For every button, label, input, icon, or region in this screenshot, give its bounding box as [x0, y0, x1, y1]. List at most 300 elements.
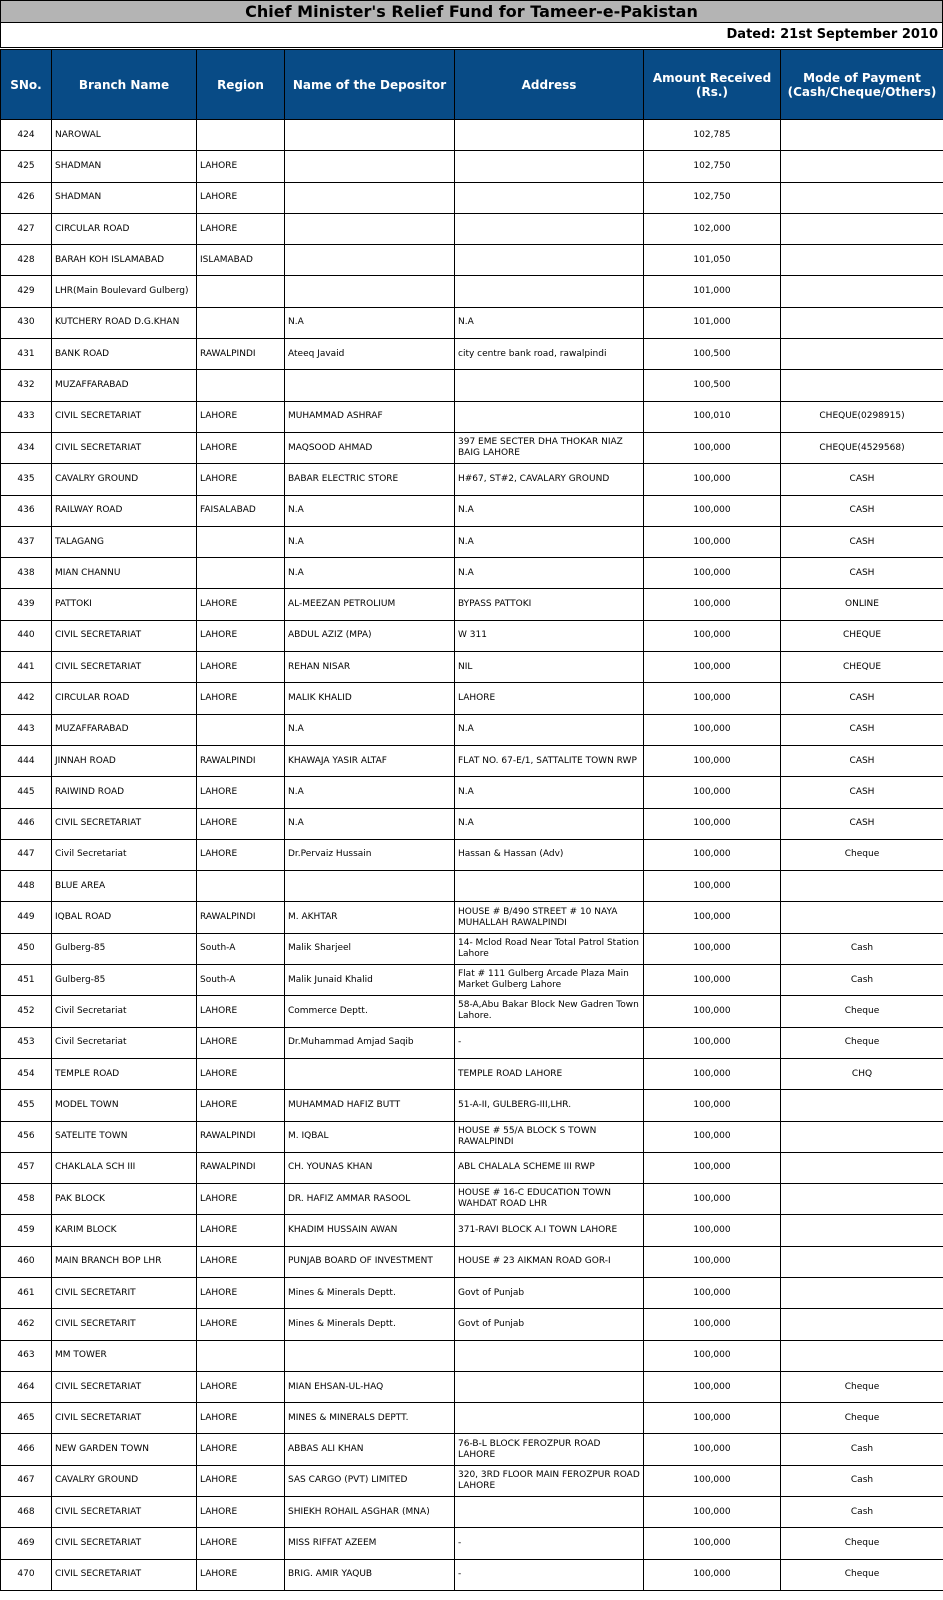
cell-address: -	[455, 1559, 644, 1590]
cell-sno: 448	[1, 871, 52, 902]
cell-sno: 427	[1, 213, 52, 244]
cell-branch-name: KUTCHERY ROAD D.G.KHAN	[52, 307, 197, 338]
cell-payment-mode	[781, 902, 943, 933]
cell-amount: 100,000	[644, 558, 781, 589]
cell-address: 58-A,Abu Bakar Block New Gadren Town Lahore.	[455, 996, 644, 1027]
table-row	[1, 213, 943, 244]
cell-branch-name: CIRCULAR ROAD	[52, 213, 197, 244]
cell-address: N.A	[455, 777, 644, 808]
cell-depositor: Mines & Minerals Deptt.	[285, 1309, 455, 1340]
cell-payment-mode: CASH	[781, 495, 943, 526]
cell-address: -	[455, 1027, 644, 1058]
table-row	[1, 1403, 943, 1434]
cell-region	[197, 276, 285, 307]
cell-payment-mode: Cheque	[781, 1528, 943, 1559]
cell-amount: 102,785	[644, 120, 781, 151]
cell-depositor: M. IQBAL	[285, 1121, 455, 1152]
cell-region: LAHORE	[197, 1371, 285, 1402]
table-row	[1, 714, 943, 745]
cell-depositor	[285, 120, 455, 151]
cell-address: Flat # 111 Gulberg Arcade Plaza Main Market Gulberg Lahore	[455, 965, 644, 996]
cell-amount: 100,000	[644, 1152, 781, 1183]
cell-payment-mode	[781, 120, 943, 151]
table-body	[1, 120, 943, 1591]
cell-address: N.A	[455, 558, 644, 589]
cell-sno: 440	[1, 620, 52, 651]
cell-branch-name: MODEL TOWN	[52, 1090, 197, 1121]
cell-region	[197, 370, 285, 401]
cell-branch-name: Civil Secretariat	[52, 996, 197, 1027]
cell-payment-mode	[781, 1340, 943, 1371]
cell-amount: 100,000	[644, 1090, 781, 1121]
cell-sno: 450	[1, 933, 52, 964]
cell-amount: 100,000	[644, 1434, 781, 1465]
header-amount	[644, 50, 781, 120]
cell-depositor: AL-MEEZAN PETROLIUM	[285, 589, 455, 620]
cell-region: LAHORE	[197, 432, 285, 463]
cell-branch-name: BANK ROAD	[52, 339, 197, 370]
cell-branch-name: CIVIL SECRETARIAT	[52, 1403, 197, 1434]
cell-amount: 102,750	[644, 151, 781, 182]
cell-amount: 100,000	[644, 495, 781, 526]
donations-table	[0, 49, 943, 1591]
table-row	[1, 182, 943, 213]
table-row	[1, 495, 943, 526]
cell-address: -	[455, 1528, 644, 1559]
cell-payment-mode: ONLINE	[781, 589, 943, 620]
cell-payment-mode: CHEQUE(0298915)	[781, 401, 943, 432]
cell-branch-name: CIVIL SECRETARIT	[52, 1309, 197, 1340]
cell-region: LAHORE	[197, 652, 285, 683]
cell-address: N.A	[455, 495, 644, 526]
cell-payment-mode: Cheque	[781, 996, 943, 1027]
cell-depositor: CH. YOUNAS KHAN	[285, 1152, 455, 1183]
cell-amount: 100,000	[644, 1277, 781, 1308]
cell-amount: 100,000	[644, 933, 781, 964]
cell-depositor: Malik Sharjeel	[285, 933, 455, 964]
cell-address: N.A	[455, 808, 644, 839]
cell-region: LAHORE	[197, 1246, 285, 1277]
cell-address	[455, 213, 644, 244]
cell-sno: 437	[1, 526, 52, 557]
cell-region: FAISALABAD	[197, 495, 285, 526]
cell-branch-name: CIRCULAR ROAD	[52, 683, 197, 714]
table-row	[1, 151, 943, 182]
cell-payment-mode: Cheque	[781, 1559, 943, 1590]
cell-amount: 100,000	[644, 777, 781, 808]
cell-branch-name: CIVIL SECRETARIT	[52, 1277, 197, 1308]
cell-payment-mode: CASH	[781, 558, 943, 589]
cell-branch-name: LHR(Main Boulevard Gulberg)	[52, 276, 197, 307]
cell-amount: 100,000	[644, 589, 781, 620]
table-row	[1, 1152, 943, 1183]
cell-address: Govt of Punjab	[455, 1309, 644, 1340]
cell-branch-name: CIVIL SECRETARIAT	[52, 1497, 197, 1528]
cell-branch-name: Civil Secretariat	[52, 1027, 197, 1058]
cell-sno: 439	[1, 589, 52, 620]
cell-payment-mode: CHEQUE	[781, 652, 943, 683]
cell-payment-mode	[781, 182, 943, 213]
cell-depositor: SHIEKH ROHAIL ASGHAR (MNA)	[285, 1497, 455, 1528]
cell-payment-mode: Cheque	[781, 1027, 943, 1058]
cell-amount: 100,000	[644, 1340, 781, 1371]
cell-region: LAHORE	[197, 401, 285, 432]
cell-address: 397 EME SECTER DHA THOKAR NIAZ BAIG LAHORE	[455, 432, 644, 463]
table-row	[1, 1371, 943, 1402]
cell-amount: 101,050	[644, 245, 781, 276]
cell-amount: 100,000	[644, 1528, 781, 1559]
cell-amount: 100,000	[644, 683, 781, 714]
cell-branch-name: CIVIL SECRETARIAT	[52, 808, 197, 839]
cell-address	[455, 120, 644, 151]
header-mode-line2: (Cash/Cheque/Others)	[787, 84, 937, 99]
cell-depositor	[285, 151, 455, 182]
cell-payment-mode	[781, 339, 943, 370]
cell-sno: 461	[1, 1277, 52, 1308]
cell-sno: 463	[1, 1340, 52, 1371]
cell-amount: 100,000	[644, 1027, 781, 1058]
cell-branch-name: NEW GARDEN TOWN	[52, 1434, 197, 1465]
cell-amount: 100,000	[644, 839, 781, 870]
cell-payment-mode: CHQ	[781, 1058, 943, 1089]
cell-sno: 467	[1, 1465, 52, 1496]
cell-address: city centre bank road, rawalpindi	[455, 339, 644, 370]
cell-depositor	[285, 213, 455, 244]
cell-address: Hassan & Hassan (Adv)	[455, 839, 644, 870]
table-row	[1, 933, 943, 964]
cell-region: LAHORE	[197, 213, 285, 244]
cell-depositor	[285, 1058, 455, 1089]
cell-amount: 100,000	[644, 808, 781, 839]
cell-payment-mode	[781, 1309, 943, 1340]
cell-address	[455, 182, 644, 213]
cell-depositor: REHAN NISAR	[285, 652, 455, 683]
cell-branch-name: SHADMAN	[52, 151, 197, 182]
table-row	[1, 526, 943, 557]
cell-sno: 465	[1, 1403, 52, 1434]
cell-sno: 441	[1, 652, 52, 683]
cell-region: LAHORE	[197, 1497, 285, 1528]
table-row	[1, 464, 943, 495]
header-sno: SNo.	[1, 50, 52, 120]
cell-amount: 100,000	[644, 902, 781, 933]
cell-sno: 443	[1, 714, 52, 745]
cell-amount: 100,000	[644, 432, 781, 463]
table-row	[1, 871, 943, 902]
cell-depositor	[285, 245, 455, 276]
cell-sno: 460	[1, 1246, 52, 1277]
cell-address: NIL	[455, 652, 644, 683]
page-title: Chief Minister's Relief Fund for Tameer-e-Pakistan	[0, 0, 943, 23]
cell-sno: 446	[1, 808, 52, 839]
table-row	[1, 1184, 943, 1215]
cell-sno: 424	[1, 120, 52, 151]
cell-payment-mode: CASH	[781, 714, 943, 745]
cell-branch-name: IQBAL ROAD	[52, 902, 197, 933]
table-row	[1, 1246, 943, 1277]
cell-amount: 100,000	[644, 1121, 781, 1152]
cell-branch-name: BLUE AREA	[52, 871, 197, 902]
header-amount-line2: (Rs.)	[696, 84, 728, 99]
cell-region: South-A	[197, 965, 285, 996]
table-row	[1, 1559, 943, 1590]
cell-address	[455, 276, 644, 307]
cell-branch-name: CIVIL SECRETARIAT	[52, 432, 197, 463]
cell-address: N.A	[455, 307, 644, 338]
cell-amount: 102,000	[644, 213, 781, 244]
table-row	[1, 808, 943, 839]
cell-branch-name: Gulberg-85	[52, 933, 197, 964]
cell-depositor: N.A	[285, 808, 455, 839]
cell-branch-name: MIAN CHANNU	[52, 558, 197, 589]
cell-payment-mode: Cash	[781, 1434, 943, 1465]
cell-branch-name: JINNAH ROAD	[52, 745, 197, 776]
cell-sno: 459	[1, 1215, 52, 1246]
cell-amount: 100,000	[644, 1371, 781, 1402]
cell-depositor: Malik Junaid Khalid	[285, 965, 455, 996]
cell-region: LAHORE	[197, 1215, 285, 1246]
cell-address: Govt of Punjab	[455, 1277, 644, 1308]
cell-amount: 100,000	[644, 526, 781, 557]
cell-address: 51-A-II, GULBERG-III,LHR.	[455, 1090, 644, 1121]
cell-region: LAHORE	[197, 996, 285, 1027]
cell-branch-name: TEMPLE ROAD	[52, 1058, 197, 1089]
table-row	[1, 120, 943, 151]
cell-address: N.A	[455, 714, 644, 745]
cell-depositor: ABBAS ALI KHAN	[285, 1434, 455, 1465]
cell-branch-name: CIVIL SECRETARIAT	[52, 620, 197, 651]
cell-amount: 100,000	[644, 1403, 781, 1434]
cell-address: LAHORE	[455, 683, 644, 714]
cell-depositor	[285, 370, 455, 401]
table-row	[1, 558, 943, 589]
cell-address: 76-B-L BLOCK FEROZPUR ROAD LAHORE	[455, 1434, 644, 1465]
cell-sno: 454	[1, 1058, 52, 1089]
cell-depositor: N.A	[285, 307, 455, 338]
cell-amount: 100,000	[644, 1559, 781, 1590]
cell-payment-mode: CASH	[781, 464, 943, 495]
cell-depositor: KHAWAJA YASIR ALTAF	[285, 745, 455, 776]
cell-depositor: Dr.Pervaiz Hussain	[285, 839, 455, 870]
cell-payment-mode: CASH	[781, 683, 943, 714]
cell-depositor: Ateeq Javaid	[285, 339, 455, 370]
cell-address: N.A	[455, 526, 644, 557]
cell-address: HOUSE # 55/A BLOCK S TOWN RAWALPINDI	[455, 1121, 644, 1152]
cell-depositor: BABAR ELECTRIC STORE	[285, 464, 455, 495]
cell-payment-mode: Cheque	[781, 1371, 943, 1402]
table-row	[1, 370, 943, 401]
cell-sno: 434	[1, 432, 52, 463]
table-row	[1, 245, 943, 276]
cell-sno: 442	[1, 683, 52, 714]
cell-sno: 444	[1, 745, 52, 776]
cell-address: TEMPLE ROAD LAHORE	[455, 1058, 644, 1089]
cell-sno: 432	[1, 370, 52, 401]
cell-amount: 101,000	[644, 276, 781, 307]
cell-region: RAWALPINDI	[197, 339, 285, 370]
cell-depositor: MIAN EHSAN-UL-HAQ	[285, 1371, 455, 1402]
cell-payment-mode: CASH	[781, 808, 943, 839]
cell-branch-name: PAK BLOCK	[52, 1184, 197, 1215]
cell-amount: 100,000	[644, 1497, 781, 1528]
cell-amount: 100,000	[644, 1246, 781, 1277]
cell-amount: 100,000	[644, 871, 781, 902]
cell-region: RAWALPINDI	[197, 745, 285, 776]
cell-region: LAHORE	[197, 839, 285, 870]
cell-depositor	[285, 276, 455, 307]
cell-branch-name: KARIM BLOCK	[52, 1215, 197, 1246]
cell-branch-name: MUZAFFARABAD	[52, 714, 197, 745]
cell-sno: 433	[1, 401, 52, 432]
cell-payment-mode	[781, 1215, 943, 1246]
cell-region: LAHORE	[197, 1403, 285, 1434]
table-row	[1, 620, 943, 651]
table-row	[1, 432, 943, 463]
table-row	[1, 1465, 943, 1496]
table-row	[1, 589, 943, 620]
cell-payment-mode: Cash	[781, 965, 943, 996]
cell-address: HOUSE # 16-C EDUCATION TOWN WAHDAT ROAD LHR	[455, 1184, 644, 1215]
cell-region: LAHORE	[197, 620, 285, 651]
cell-branch-name: CIVIL SECRETARIAT	[52, 652, 197, 683]
cell-payment-mode: Cash	[781, 933, 943, 964]
cell-depositor: M. AKHTAR	[285, 902, 455, 933]
cell-sno: 438	[1, 558, 52, 589]
cell-address: 14- Mclod Road Near Total Patrol Station Lahore	[455, 933, 644, 964]
cell-sno: 447	[1, 839, 52, 870]
cell-payment-mode	[781, 245, 943, 276]
cell-branch-name: CIVIL SECRETARIAT	[52, 1559, 197, 1590]
cell-branch-name: TALAGANG	[52, 526, 197, 557]
header-mode	[781, 50, 943, 120]
cell-payment-mode	[781, 276, 943, 307]
cell-address	[455, 1403, 644, 1434]
report-date: Dated: 21st September 2010	[0, 23, 943, 48]
cell-depositor: DR. HAFIZ AMMAR RASOOL	[285, 1184, 455, 1215]
cell-region	[197, 714, 285, 745]
cell-region: LAHORE	[197, 1058, 285, 1089]
cell-sno: 429	[1, 276, 52, 307]
header-region: Region	[197, 50, 285, 120]
cell-address: 371-RAVI BLOCK A.I TOWN LAHORE	[455, 1215, 644, 1246]
table-row	[1, 1497, 943, 1528]
table-row	[1, 777, 943, 808]
cell-address	[455, 871, 644, 902]
cell-region: LAHORE	[197, 151, 285, 182]
cell-payment-mode: Cash	[781, 1497, 943, 1528]
cell-payment-mode: CASH	[781, 745, 943, 776]
cell-sno: 436	[1, 495, 52, 526]
table-row	[1, 307, 943, 338]
cell-sno: 451	[1, 965, 52, 996]
cell-depositor: N.A	[285, 777, 455, 808]
cell-region: RAWALPINDI	[197, 902, 285, 933]
cell-depositor: PUNJAB BOARD OF INVESTMENT	[285, 1246, 455, 1277]
cell-depositor	[285, 871, 455, 902]
cell-amount: 100,000	[644, 652, 781, 683]
header-amount-line1: Amount Received	[652, 70, 772, 85]
header-depositor: Name of the Depositor	[285, 50, 455, 120]
cell-payment-mode: CHEQUE(4529568)	[781, 432, 943, 463]
cell-region	[197, 120, 285, 151]
cell-depositor: ABDUL AZIZ (MPA)	[285, 620, 455, 651]
cell-payment-mode	[781, 370, 943, 401]
table-row	[1, 1434, 943, 1465]
cell-sno: 462	[1, 1309, 52, 1340]
cell-amount: 101,000	[644, 307, 781, 338]
cell-region: LAHORE	[197, 1277, 285, 1308]
cell-branch-name: CIVIL SECRETARIAT	[52, 1528, 197, 1559]
cell-region: LAHORE	[197, 1184, 285, 1215]
cell-sno: 445	[1, 777, 52, 808]
cell-branch-name: SHADMAN	[52, 182, 197, 213]
cell-payment-mode	[781, 307, 943, 338]
cell-region	[197, 307, 285, 338]
cell-payment-mode	[781, 871, 943, 902]
cell-branch-name: MM TOWER	[52, 1340, 197, 1371]
cell-amount: 100,000	[644, 464, 781, 495]
cell-sno: 452	[1, 996, 52, 1027]
cell-payment-mode	[781, 1246, 943, 1277]
cell-depositor: SAS CARGO (PVT) LIMITED	[285, 1465, 455, 1496]
cell-branch-name: PATTOKI	[52, 589, 197, 620]
cell-region: RAWALPINDI	[197, 1121, 285, 1152]
cell-depositor: N.A	[285, 526, 455, 557]
cell-amount: 100,000	[644, 996, 781, 1027]
cell-region: LAHORE	[197, 1559, 285, 1590]
cell-region	[197, 558, 285, 589]
cell-address	[455, 1340, 644, 1371]
cell-region: South-A	[197, 933, 285, 964]
table-row	[1, 276, 943, 307]
cell-sno: 458	[1, 1184, 52, 1215]
cell-region: LAHORE	[197, 182, 285, 213]
cell-address	[455, 151, 644, 182]
cell-sno: 466	[1, 1434, 52, 1465]
cell-region: RAWALPINDI	[197, 1152, 285, 1183]
cell-amount: 100,000	[644, 1215, 781, 1246]
cell-region	[197, 526, 285, 557]
cell-depositor: KHADIM HUSSAIN AWAN	[285, 1215, 455, 1246]
cell-branch-name: MAIN BRANCH BOP LHR	[52, 1246, 197, 1277]
cell-sno: 457	[1, 1152, 52, 1183]
cell-branch-name: Civil Secretariat	[52, 839, 197, 870]
cell-amount: 102,750	[644, 182, 781, 213]
table-row	[1, 401, 943, 432]
cell-address	[455, 1371, 644, 1402]
cell-region: LAHORE	[197, 1027, 285, 1058]
cell-branch-name: MUZAFFARABAD	[52, 370, 197, 401]
cell-payment-mode	[781, 151, 943, 182]
cell-depositor: BRIG. AMIR YAQUB	[285, 1559, 455, 1590]
header-mode-line1: Mode of Payment	[803, 70, 921, 85]
cell-region: LAHORE	[197, 1465, 285, 1496]
cell-region: LAHORE	[197, 1434, 285, 1465]
cell-address: 320, 3RD FLOOR MAIN FEROZPUR ROAD LAHORE	[455, 1465, 644, 1496]
header-address: Address	[455, 50, 644, 120]
cell-region: ISLAMABAD	[197, 245, 285, 276]
cell-sno: 469	[1, 1528, 52, 1559]
cell-amount: 100,000	[644, 714, 781, 745]
cell-depositor	[285, 182, 455, 213]
cell-depositor	[285, 1340, 455, 1371]
cell-depositor: Mines & Minerals Deptt.	[285, 1277, 455, 1308]
cell-amount: 100,500	[644, 339, 781, 370]
cell-branch-name: BARAH KOH ISLAMABAD	[52, 245, 197, 276]
cell-branch-name: CIVIL SECRETARIAT	[52, 401, 197, 432]
cell-amount: 100,000	[644, 965, 781, 996]
cell-region: LAHORE	[197, 808, 285, 839]
